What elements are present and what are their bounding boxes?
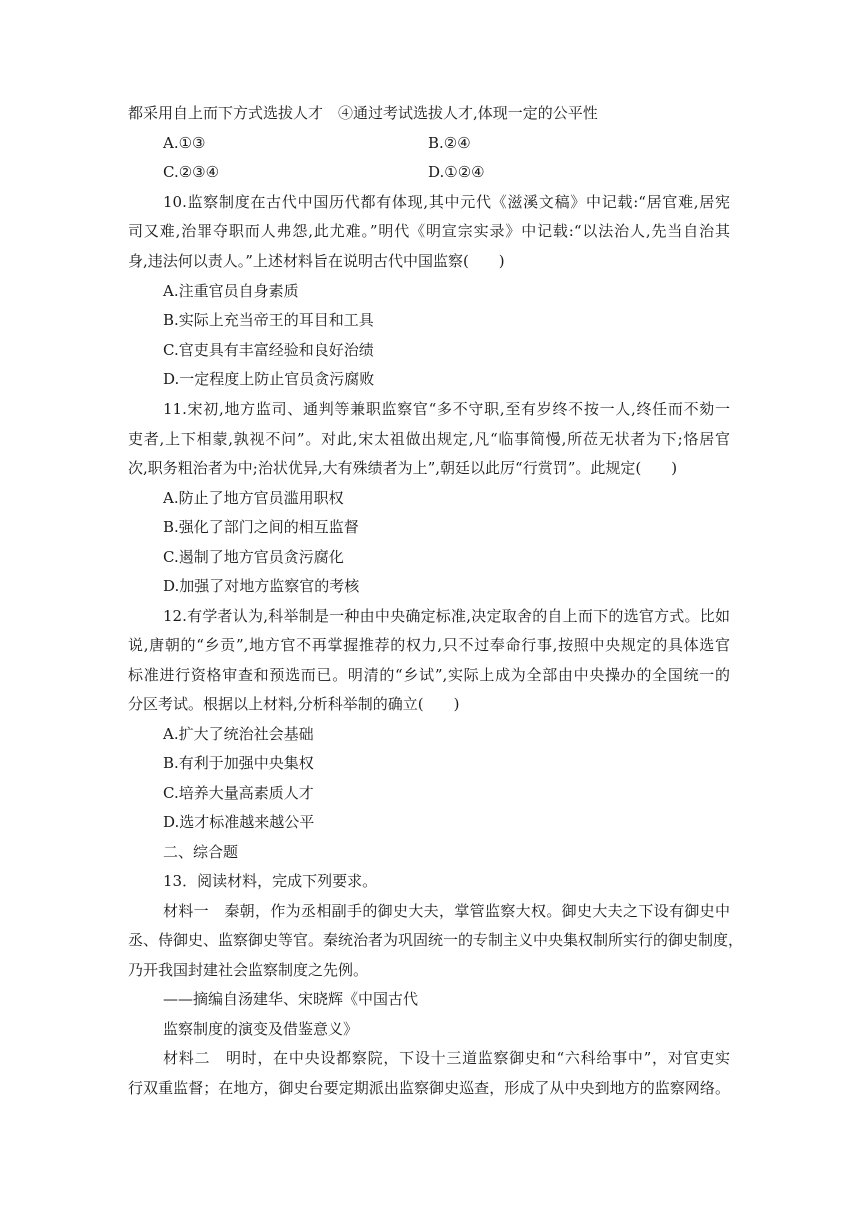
q11-option-a: A.防止了地方官员滥用职权 bbox=[163, 489, 344, 507]
q10-option-b: B.实际上充当帝王的耳目和工具 bbox=[163, 311, 374, 329]
q13-material1-line1: 材料一 秦朝，作为丞相副手的御史大夫，掌管监察大权。御史大夫之下设有御史中 bbox=[163, 902, 730, 920]
q10-option-d: D.一定程度上防止官员贪污腐败 bbox=[163, 370, 375, 388]
q11-option-c: C.遏制了地方官员贪污腐化 bbox=[163, 548, 344, 566]
q10-stem-line2: 司又难,治罪夺职而人弗怨,此尤难。”明代《明宣宗实录》中记载:“以法治人,先当自治其 bbox=[128, 222, 730, 240]
section-heading: 二、综合题 bbox=[163, 843, 239, 861]
q9-option-b: B.②④ bbox=[428, 134, 471, 152]
q10-stem-line3: 身,违法何以责人。”上述材料旨在说明古代中国监察( ) bbox=[128, 252, 505, 270]
q11-stem-line2: 吏者,上下相蒙,孰视不问”。对此,宋太祖做出规定,凡“临事简慢,所莅无状者为下;恪居官 bbox=[128, 430, 730, 448]
q12-stem-line1: 12.有学者认为,科举制是一种由中央确定标准,决定取舍的自上而下的选官方式。比如 bbox=[163, 607, 730, 625]
q12-option-a: A.扩大了统治社会基础 bbox=[163, 725, 314, 743]
q9-option-c: C.②③④ bbox=[163, 163, 220, 181]
q12-stem-line2: 说,唐朝的“乡贡”,地方官不再掌握推荐的权力,只不过奉命行事,按照中央规定的具体选官 bbox=[128, 636, 730, 654]
q10-stem-line1: 10.监察制度在古代中国历代都有体现,其中元代《滋溪文稿》中记载:“居官难,居宪 bbox=[163, 193, 730, 211]
q11-option-d: D.加强了对地方监察官的考核 bbox=[163, 577, 360, 595]
q11-stem-line3: 次,职务粗治者为中;治状优异,大有殊绩者为上”,朝廷以此厉“行赏罚”。此规定( ) bbox=[128, 459, 678, 477]
q12-option-d: D.选才标准越来越公平 bbox=[163, 813, 315, 831]
q13-material1-line3: 乃开我国封建社会监察制度之先例。 bbox=[128, 961, 369, 979]
q13-material2-line2: 行双重监督；在地方，御史台要定期派出监察御史巡查，形成了从中央到地方的监察网络。 bbox=[128, 1079, 730, 1097]
q9-tail-text: 都采用自上而下方式选拔人才 ④通过考试选拔人才,体现一定的公平性 bbox=[128, 104, 598, 122]
q12-option-c: C.培养大量高素质人才 bbox=[163, 784, 314, 802]
q13-intro: 13．阅读材料，完成下列要求。 bbox=[163, 872, 378, 890]
q11-stem-line1: 11.宋初,地方监司、通判等兼职监察官“多不守职,至有岁终不按一人,终任而不劾一 bbox=[163, 400, 730, 418]
q13-source-line2: 监察制度的演变及借鉴意义》 bbox=[163, 1020, 359, 1038]
q12-stem-line3: 标准进行资格审查和预选而已。明清的“乡试”,实际上成为全部由中央操办的全国统一的 bbox=[128, 666, 730, 684]
q9-option-d: D.①②④ bbox=[428, 163, 485, 181]
q10-option-c: C.官吏具有丰富经验和良好治绩 bbox=[163, 341, 374, 359]
q13-material2-line1: 材料二 明时，在中央设都察院，下设十三道监察御史和“六科给事中”，对官吏实 bbox=[163, 1049, 730, 1067]
q9-option-a: A.①③ bbox=[163, 134, 206, 152]
q11-option-b: B.强化了部门之间的相互监督 bbox=[163, 518, 359, 536]
q12-option-b: B.有利于加强中央集权 bbox=[163, 754, 314, 772]
q12-stem-line4: 分区考试。根据以上材料,分析科举制的确立( ) bbox=[128, 695, 460, 713]
q13-source-line1: ——摘编自汤建华、宋晓辉《中国古代 bbox=[163, 990, 419, 1008]
q13-material1-line2: 丞、侍御史、监察御史等官。秦统治者为巩固统一的专制主义中央集权制所实行的御史制度， bbox=[128, 931, 744, 949]
q10-option-a: A.注重官员自身素质 bbox=[163, 282, 299, 300]
